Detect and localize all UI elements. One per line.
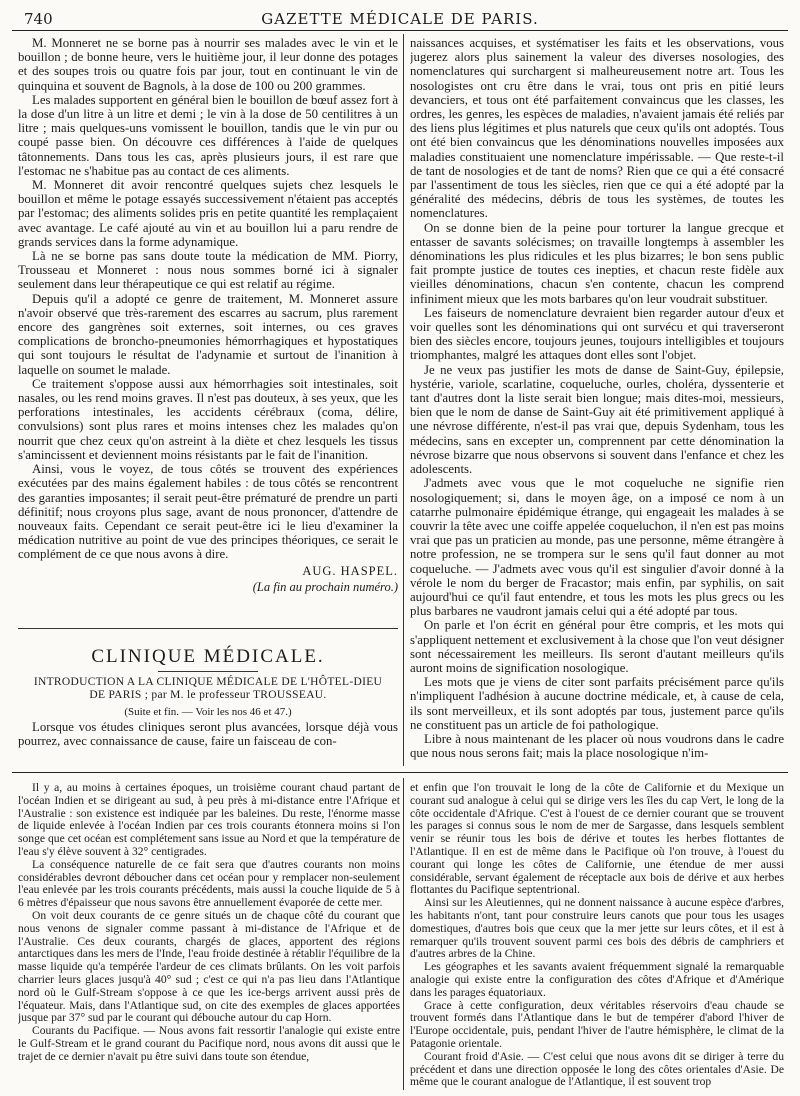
bottom-right-column — [410, 782, 784, 1088]
paragraph: Là ne se borne pas sans doute toute la médication de MM. Piorry, Trousseau et Monneret : nous nous sommes borné ici à signaler seulement dans leur thérapeutique ce qui est relatif au régime. — [18, 249, 398, 292]
paragraph: On se donne bien de la peine pour torturer la langue grecque et entasser de savants solécismes; on travaille longtemps à assembler les dénominations les plus ridicules et les plus bizarres; le bon sens public fait prompte justice de toutes ces inepties, et chacun reste fidèle aux vieilles dénominations, chacun s'en contente, chacun les comprend infiniment mieux que les mots barbares qu'on leur voudrait substituer. — [410, 220, 784, 306]
paragraph: La conséquence naturelle de ce fait sera que d'autres courants non moins considérables devront déboucher dans cet océan pour y remplacer non-seulement l'eau enlevée par les trois courants précédents, mais aussi la couche liquide de 5 à 6 mètres d'épaisseur que nous savons être annuellement évaporée de cette mer. — [18, 857, 400, 910]
clinique-section — [18, 632, 398, 766]
paragraph: et enfin que l'on trouvait le long de la côte de Californie et du Mexique un courant sud analogue à celui qui se dirige vers les îles du cap Vert, le long de la côte occidentale d'Afrique. C'est à l'ouest de ce dernier courant que se trouvent les parages si connus sous le nom de mer de Sargasse, dans lesquels semblent venir se réunir tous les bois de dérive et toutes les herbes flottantes de l'Atlantique. Il en est de même dans le Pacifique où l'on trouve, à l'ouest du courant qui longe les côtes de Californie, une étendue de mer aussi considérable, servant également de réceptacle aux bois de dérive et aux herbes flottantes du Pacifique septentrional. — [410, 782, 784, 897]
page-header — [10, 8, 790, 30]
paragraph: Depuis qu'il a adopté ce genre de traitement, M. Monneret assure n'avoir observé que très-rarement des escarres au sacrum, plus rarement encore des gangrènes soit externes, soit internes, ou ces graves complications de broncho-pneumonies hémorrhagiques et hypostatiques qui sont toujours le résultat de l'adynamie et surtout de l'inanition à laquelle on soumet le malade. — [18, 291, 398, 377]
paragraph: J'admets avec vous que le mot coqueluche ne signifie rien nosologiquement; si, dans le moyen âge, on a imposé ce nom à un catarrhe pulmonaire épidémique étrange, qui engageait les malades à se couvrir la tête avec une coiffe appelée coqueluchon, il n'en est pas moins vrai que pas un praticien au monde, pas une personne, même étrangère à notre profession, ne se trompera sur le sens qu'il faut donner au mot coqueluche. — J'admets avec vous qu'il est singulier d'avoir donné à la vérole le nom du berger de Fracastor; mais enfin, par syphilis, on sait aujourd'hui ce qu'il faut entendre, et tous les mots les plus grecs ou les plus barbares ne vaudront jamais celui qui a été adopté par tous. — [410, 476, 784, 619]
section-rule — [18, 628, 398, 629]
paragraph: Courants du Pacifique. — Nous avons fait ressortir l'analogie qui existe entre le Gulf-Stream et le grand courant du Pacifique nord, nous avons dit aussi que le trajet de ce dernier n'avait pu être suivi dans toute son étendue, — [18, 1024, 400, 1063]
paragraph: M. Monneret ne se borne pas à nourrir ses malades avec le vin et le bouillon ; de bonne heure, vers le huitième jour, il leur donne des potages et des soupes trois ou quatre fois par jour, tout en continuant le vin de quinquina et souvent de Bagnols, à la dose de 100 ou 200 grammes. — [18, 36, 398, 93]
right-column — [410, 36, 784, 764]
feuilleton-rule — [12, 772, 788, 773]
paragraph: Les faiseurs de nomenclature devraient bien regarder autour d'eux et voir quelles sont les dénominations qui ont survécu et qui traverseront bien des siècles encore, toujours jeunes, toujours intelligibles et toujours triomphantes, malgré les attaques dont elles sont l'objet. — [410, 305, 784, 363]
title-rule — [158, 671, 258, 672]
paragraph: naissances acquises, et systématiser les faits et les observations, vous jugerez alors plus sainement la valeur des diverses nosologies, des nomenclatures qui surchargent si malheureusement notre art. Tous les nosologistes ont cru être dans le vrai, tous ont pris en pitié leurs devanciers, et tous ont été parfaitement convaincus que les classes, les ordres, les genres, les espèces de maladies, n'avaient jamais été reliés par des liens plus légitimes et plus naturels que ceux qu'ils ont adoptés. Tous ont été bien convaincus que les dénominations nouvelles imposées aux maladies constituaient une nomenclature impérissable. — Que reste-t-il de tant de nosologies et de tant de noms? Rien que ce qui a été consacré par l'assentiment de tous les siècles, rien que ce qui a été adopté par la généralité des médecins, débris de tous les systèmes, de toutes les nomenclatures. — [410, 36, 784, 221]
bottom-left-column — [18, 782, 400, 1088]
paragraph: Ainsi, vous le voyez, de tous côtés se trouvent des expériences exécutées par des mains également habiles : de tous côtés se rencontrent des garanties imposantes; il serait peut-être prématuré de prendre un parti définitif; nous croyons plus sage, avant de nous prononcer, d'attendre de nouveaux faits. Cependant ce serait peut-être ici le lieu d'examiner la médication nutritive au point de vue des principes théoriques, ce serait le complément de ce que nous avons à dire. — [18, 462, 398, 562]
paragraph: Grace à cette configuration, deux véritables réservoirs d'eau chaude se trouvent formés dans l'Atlantique dans le but de tempérer d'abord l'hiver de l'Europe occidentale, puis, pendant l'hiver de l'autre hémisphère, le climat de la Patagonie orientale. — [410, 998, 784, 1050]
header-rule — [12, 30, 788, 31]
heading-line: INTRODUCTION A LA CLINIQUE MÉDICALE DE L'HÔTEL-DIEU — [33, 676, 383, 688]
paragraph: Les géographes et les savants avaient fréquemment signalé la remarquable analogie qui existe entre la configuration des côtes d'Afrique et d'Amérique dans les parages équatoriaux. — [410, 960, 784, 999]
paragraph: Ce traitement s'oppose aussi aux hémorrhagies soit intestinales, soit nasales, ou les rend moins graves. Il n'est pas douteux, à ses yeux, que les perforations intestinales, les accidents cérébraux (coma, délire, convulsions) sont plus rares et moins intenses chez les malades qu'on nourrit que chez ceux qu'on astreint à la diète et chez lesquels les tissus s'amincissent et deviennent moins résistants par le fait de l'inanition. — [18, 376, 398, 462]
journal-title: GAZETTE MÉDICALE DE PARIS. — [261, 10, 539, 28]
bottom-column-divider — [403, 778, 404, 1090]
paragraph: Les malades supportent en général bien le bouillon de bœuf assez fort à la dose d'un litre à un litre et demi ; le vin à la dose de 50 centilitres à un litre ; mais quelques-uns vomissent le bouillon, tandis que le vin pur ou coupé passe bien. On découvre ces différences à l'aide de quelques tâtonnements. Dans tous les cas, après plusieurs jours, il est rare que l'estomac ne s'habitue pas au contact de ces aliments. — [18, 92, 398, 178]
paragraph: Les mots que je viens de citer sont parfaits précisément parce qu'ils n'impliquent l'adhésion à aucune doctrine médicale, et, à cause de cela, ils sont merveilleux, et ils sont adoptés par tous, justement parce qu'ils ne constituent pas un article de foi pathologique. — [410, 675, 784, 732]
section-title: CLINIQUE MÉDICALE. — [91, 646, 325, 667]
heading-line: DE PARIS ; par M. le professeur TROUSSEAU. — [89, 689, 327, 701]
paragraph: Ainsi sur les Aleutiennes, qui ne donnent naissance à aucune espèce d'arbres, les habitants n'ont, tant pour construire leurs canots que pour tous les usages domestiques, d'autres bois que ceux que la mer jette sur leurs côtes, et il est à remarquer qu'ils trouvent souvent parmi ces bois des débris de camphriers et d'autres arbres de la Chine. — [410, 896, 784, 961]
suite-note: (Suite et fin. — Voir les nos 46 et 47.) — [124, 706, 292, 718]
paragraph: Il y a, au moins à certaines époques, un troisième courant chaud partant de l'océan Indien et se dirigeant au sud, à peu près à mi-distance entre l'Afrique et l'Australie : son existence est indiquée par les baleines. Du reste, l'énorme masse de liquide enlevée à l'océan Indien par ces trois courants étonnera moins si l'on songe que cet océan est complétement sans issue au Nord et que la température de l'eau s'y élève souvent à 32° centigrades. — [18, 782, 400, 858]
author-signature — [18, 564, 398, 578]
paragraph: Courant froid d'Asie. — C'est celui que nous avons dit se diriger à terre du précédent et dans une direction opposée le long des côtes orientales d'Asie. De même que le courant analogue de l'Atlantique, il est souvent trop — [410, 1049, 784, 1088]
column-divider — [403, 34, 404, 766]
article-heading — [18, 676, 398, 702]
page-number: 740 — [24, 10, 53, 28]
author-name: AUG. HASPEL. — [302, 563, 398, 578]
paragraph: On voit deux courants de ce genre situés un de chaque côté du courant que nous venons de signaler comme passant à mi-distance de l'Afrique et de l'Australie. Ces deux courants, chargés de glaces, apportent des régions antarctiques dans les mers de l'Inde, l'eau froide destinée à rétablir l'équilibre de la masse liquide qu'a tempérée l'ardeur de ces climats brûlants. On les voit parfois charrier leurs glaces jusqu'à 40° sud ; c'est ce qui n'a pas lieu dans l'Atlantique nord où le Gulf-Stream s'oppose à ce que les ice-bergs arrivent aussi près de l'équateur. Mais, dans l'Atlantique sud, on cite des exemples de glaces apportées jusque par 37° sud par le courant qui débouche autour du cap Horn. — [18, 908, 400, 1025]
paragraph: Lorsque vos études cliniques seront plus avancées, lorsque déjà vous pourrez, avec connaissance de cause, faire un faisceau de con- — [18, 720, 398, 749]
left-column — [18, 36, 398, 616]
paragraph: M. Monneret dit avoir rencontré quelques sujets chez lesquels le bouillon et même le potage essayés successivement n'étaient pas acceptés par l'estomac; des aliments solides pris en petite quantité les remplaçaient avec avantage. Le café ajouté au vin et au bouillon lui a paru rendre de grands services dans la forme adynamique. — [18, 178, 398, 249]
paragraph: Je ne veux pas justifier les mots de danse de Saint-Guy, épilepsie, hystérie, variole, scarlatine, coqueluche, ourles, choléra, dyssenterie et tant d'autres dont la liste serait bien longue; mais dites-moi, messieurs, bien que le nom de danse de Saint-Guy ait été primitivement appliqué à une névrose différente, n'est-il pas vrai que, depuis Sydenham, tous les médecins, sans en excepter un, comprennent par cette dénomination la névrose bizarre que nous observons si souvent dans l'enfance et chez les adolescents. — [410, 362, 784, 477]
continued-note: (La fin au prochain numéro.) — [252, 579, 398, 594]
paragraph: On parle et l'on écrit en général pour être compris, et les mots qui s'appliquent nettement et exclusivement à la chose que l'on veut désigner sont nécessairement les meilleurs. Ils seront d'autant meilleurs qu'ils auront moins de signification nosologique. — [410, 618, 784, 675]
paragraph: Libre à nous maintenant de les placer où nous voudrons dans le cadre que nous nous serons fait; mais la place nosologique n'im- — [410, 731, 784, 761]
